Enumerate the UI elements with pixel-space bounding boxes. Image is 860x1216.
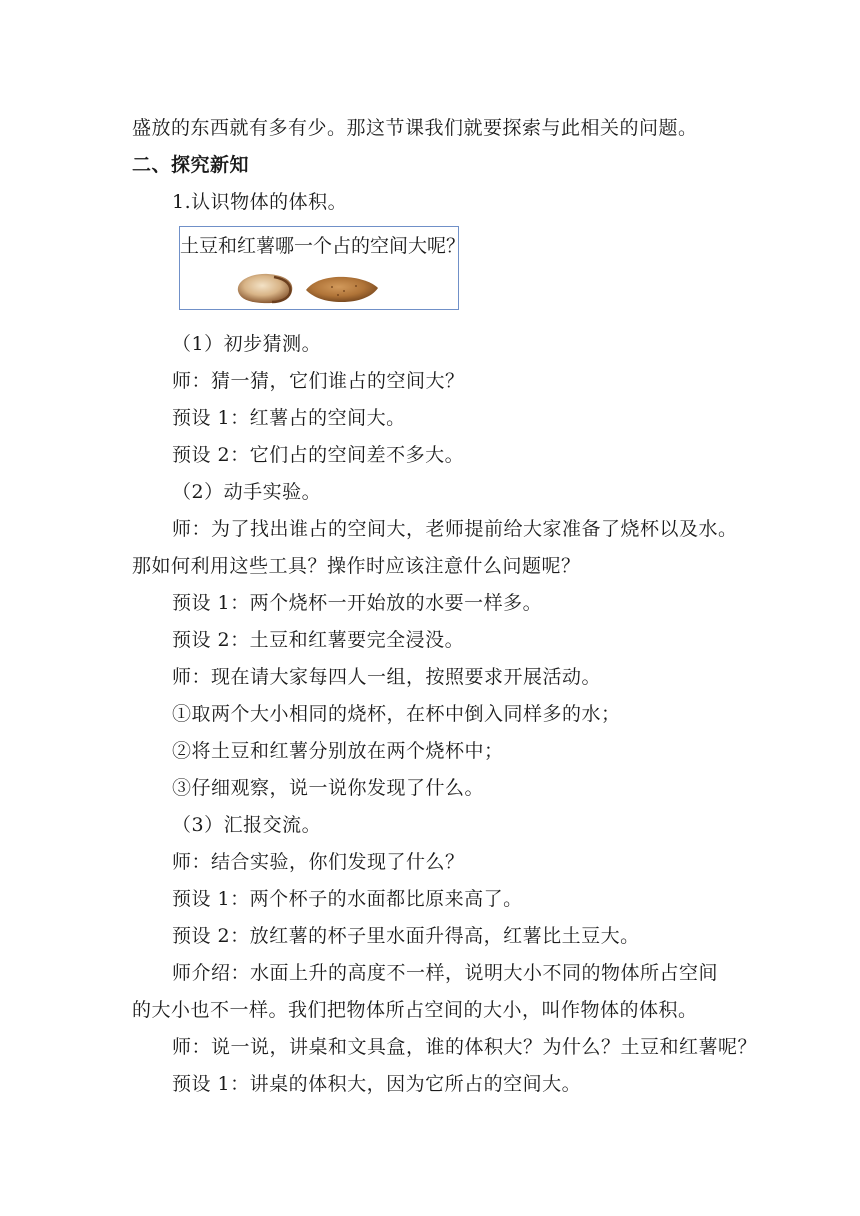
sweet-potato-image <box>304 273 380 305</box>
paragraph-continuation: 盛放的东西就有多有少。那这节课我们就要探索与此相关的问题。 <box>132 117 698 139</box>
step-heading: （2）动手实验。 <box>172 481 322 503</box>
figure-caption: 土豆和红薯哪一个占的空间大呢？ <box>180 235 466 257</box>
preset-line: 预设 1：两个烧杯一开始放的水要一样多。 <box>172 592 543 614</box>
preset-line: 预设 1：红薯占的空间大。 <box>172 407 406 429</box>
step-heading: （1）初步猜测。 <box>172 333 322 355</box>
activity-step: ②将土豆和红薯分别放在两个烧杯中； <box>172 740 504 762</box>
step-heading: （3）汇报交流。 <box>172 814 322 836</box>
activity-step: ③仔细观察，说一说你发现了什么。 <box>172 777 485 799</box>
preset-line: 预设 2：它们占的空间差不多大。 <box>172 444 465 466</box>
teacher-intro-line: 师介绍：水面上升的高度不一样，说明大小不同的物体所占空间 <box>172 962 719 984</box>
activity-step: ①取两个大小相同的烧杯，在杯中倒入同样多的水； <box>172 703 621 725</box>
preset-line: 预设 2：土豆和红薯要完全浸没。 <box>172 629 465 651</box>
section-heading: 二、探究新知 <box>132 154 250 176</box>
teacher-line: 师：猜一猜，它们谁占的空间大？ <box>172 370 465 392</box>
potato-image <box>234 271 296 305</box>
teacher-line: 师：为了找出谁占的空间大，老师提前给大家准备了烧杯以及水。 <box>172 518 738 540</box>
figure-box <box>179 226 466 310</box>
preset-line: 预设 2：放红薯的杯子里水面升得高，红薯比土豆大。 <box>172 925 640 947</box>
teacher-line: 师：结合实验，你们发现了什么？ <box>172 851 465 873</box>
preset-line: 预设 1：两个杯子的水面都比原来高了。 <box>172 888 523 910</box>
subsection-title: 1.认识物体的体积。 <box>172 191 348 213</box>
teacher-intro-continuation: 的大小也不一样。我们把物体所占空间的大小，叫作物体的体积。 <box>132 999 698 1021</box>
teacher-line: 师：说一说，讲桌和文具盒，谁的体积大？为什么？土豆和红薯呢？ <box>172 1036 758 1058</box>
teacher-line: 师：现在请大家每四人一组，按照要求开展活动。 <box>172 666 602 688</box>
preset-line: 预设 1：讲桌的体积大，因为它所占的空间大。 <box>172 1073 582 1095</box>
teacher-line-continuation: 那如何利用这些工具？操作时应该注意什么问题呢？ <box>132 555 581 577</box>
